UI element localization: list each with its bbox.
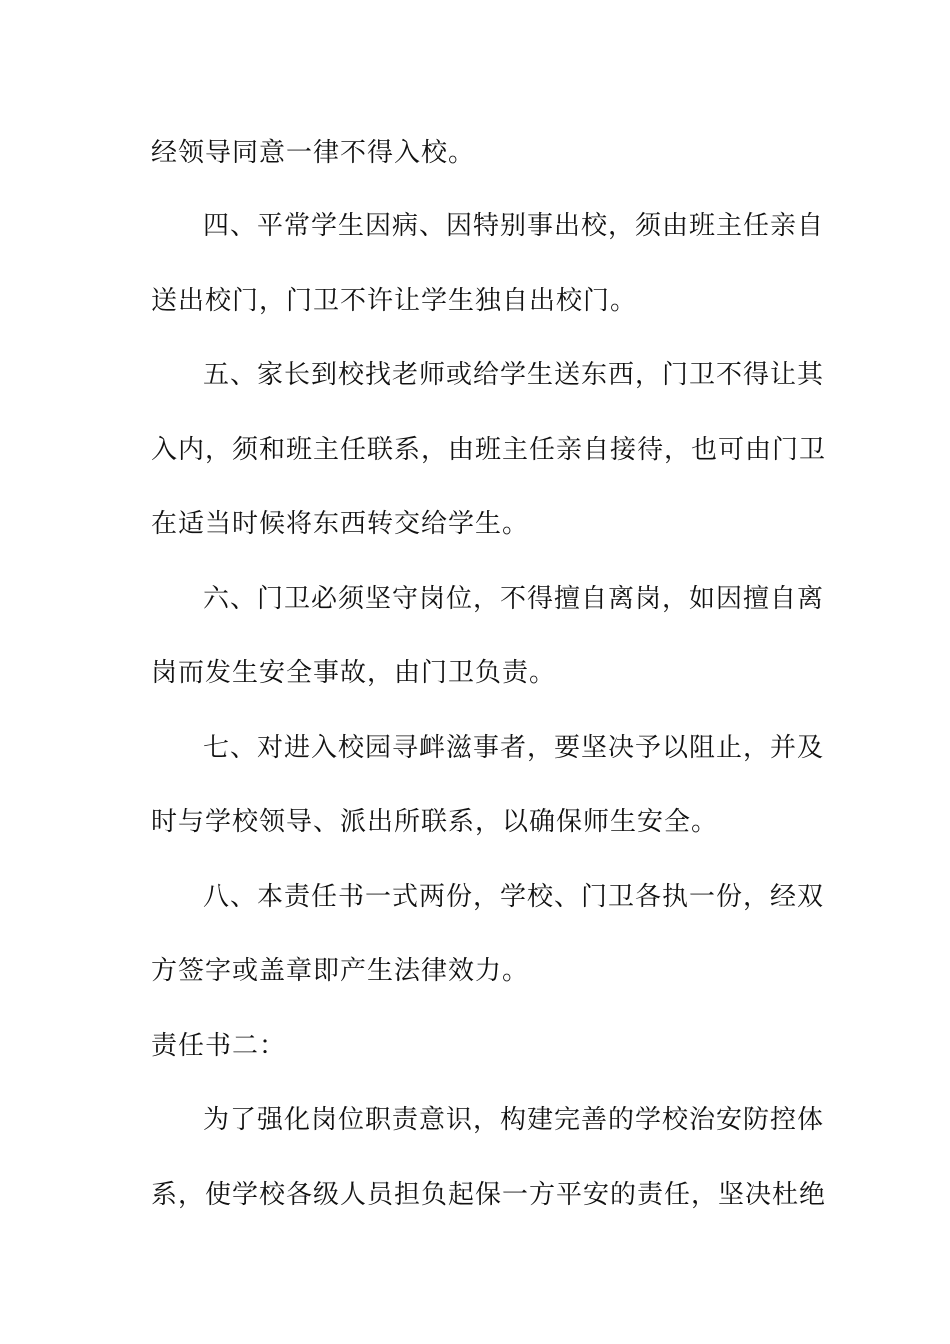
text-line: 在适当时候将东西转交给学生。 <box>151 509 530 539</box>
text-line: 八、本责任书一式两份，学校、门卫各执一份，经双 <box>203 882 825 912</box>
text-line: 七、对进入校园寻衅滋事者，要坚决予以阻止，并及 <box>203 733 825 763</box>
text-line: 为了强化岗位职责意识，构建完善的学校治安防控体 <box>203 1105 825 1135</box>
text-line: 系，使学校各级人员担负起保一方平安的责任，坚决杜绝 <box>151 1180 827 1210</box>
text-line: 方签字或盖章即产生法律效力。 <box>151 956 530 986</box>
text-line: 四、平常学生因病、因特别事出校，须由班主任亲自 <box>203 211 825 241</box>
text-line: 送出校门，门卫不许让学生独自出校门。 <box>151 286 638 316</box>
text-line: 时与学校领导、派出所联系，以确保师生安全。 <box>151 807 719 837</box>
section-heading: 责任书二： <box>151 1031 287 1061</box>
text-line: 六、门卫必须坚守岗位，不得擅自离岗，如因擅自离 <box>203 584 825 614</box>
text-line: 岗而发生安全事故，由门卫负责。 <box>151 658 557 688</box>
text-line: 五、家长到校找老师或给学生送东西，门卫不得让其 <box>203 360 825 390</box>
text-line: 入内，须和班主任联系，由班主任亲自接待，也可由门卫 <box>151 435 827 465</box>
text-line: 经领导同意一律不得入校。 <box>151 138 476 168</box>
